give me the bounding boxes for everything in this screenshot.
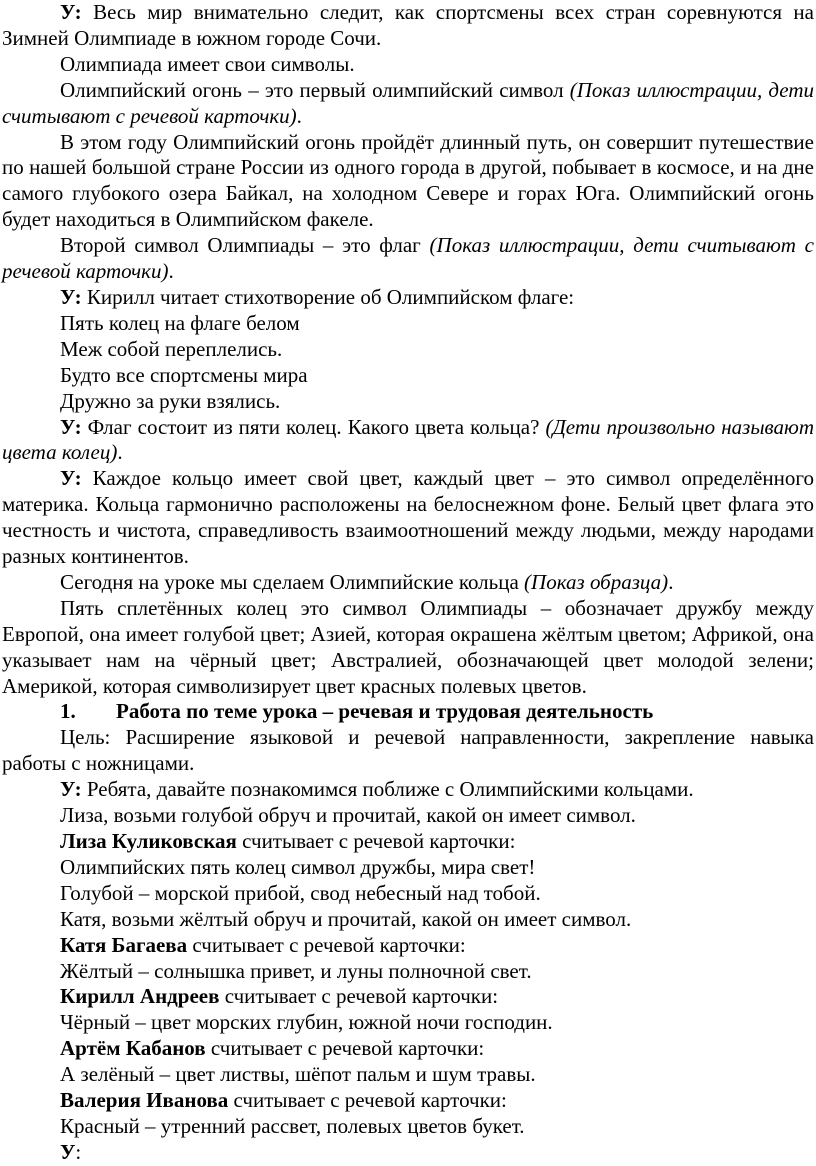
paragraph-text: считывает с речевой карточки: <box>205 1036 485 1061</box>
stage-note: (Дети произвольно называют цвета колец) <box>2 414 814 465</box>
paragraph-rings-meaning <box>2 466 814 570</box>
paragraph-liza-task <box>2 803 814 829</box>
paragraph-katya-reads <box>2 933 814 959</box>
poem-line: Дружно за руки взялись. <box>60 388 281 413</box>
speaker-label: У <box>60 1139 76 1164</box>
paragraph-katya-task <box>2 907 814 933</box>
paragraph-text: Олимпийский огонь – это первый олимпийский символ <box>60 77 570 102</box>
paragraph-text: Ребята, давайте познакомимся поближе с Олимпийскими кольцами. <box>81 777 694 802</box>
heading-number: 1. <box>60 699 76 724</box>
paragraph-fire <box>2 78 814 130</box>
paragraph-text: В этом году Олимпийский огонь пройдёт длинный путь, он совершит путешествие по нашей большой стране России из одного города в другой, побывает в космосе, и на дне самого глубокого озера Байкал, на холодном Севере и горах Юга. Олимпийский огонь будет находиться в Олимпийском факеле. <box>2 129 814 232</box>
stage-note: (Показ иллюстрации, дети считывают с речевой карточки) <box>2 233 814 284</box>
student-name: Лиза Куликовская <box>60 829 237 853</box>
paragraph-text: Голубой – морской прибой, свод небесный над тобой. <box>60 880 541 905</box>
paragraph-rings-question <box>2 415 814 467</box>
card-line <box>2 881 814 907</box>
paragraph-end: . <box>117 440 123 465</box>
paragraph-text: Флаг состоит из пяти колец. Какого цвета кольца? <box>81 414 546 439</box>
paragraph-intro <box>2 0 814 52</box>
card-line <box>2 1062 814 1088</box>
paragraph-text: Каждое кольцо имеет свой цвет, каждый цвет – это символ определённого материка. Кольца гармонично расположены на белоснежном фоне. Белый цвет флага это честность и чистота, справедливость взаимоотношений между людьми, между народами разных континентов. <box>2 466 814 569</box>
paragraph-end: . <box>168 259 174 284</box>
paragraph-text: Чёрный – цвет морских глубин, южной ночи господин. <box>60 1010 553 1035</box>
paragraph-text: А зелёный – цвет листвы, шёпот пальм и шум травы. <box>60 1062 536 1087</box>
paragraph-text: : <box>75 1139 82 1164</box>
card-line <box>2 959 814 985</box>
poem-line: Пять колец на флаге белом <box>60 310 300 335</box>
paragraph-text: Пять сплетённых колец это символ Олимпиады – обозначает дружбу между Европой, она имеет голубой цвет; Азией, которая окрашена жёлтым цветом; Африкой, она указывает нам на чёрный цвет; Австралией, обозначающей цвет молодой зелени; Америкой, которая символизирует цвет красных полевых цветов. <box>2 595 814 698</box>
paragraph-valeria-reads <box>2 1088 814 1114</box>
paragraph-artem-reads <box>2 1036 814 1062</box>
speaker-label: У: <box>60 0 82 24</box>
student-name: Артём Кабанов <box>60 1036 206 1061</box>
paragraph-text: считывает с речевой карточки: <box>236 829 516 853</box>
paragraph-text: Жёлтый – солнышка привет, и луны полночной свет. <box>60 958 532 983</box>
stage-note: (Показ иллюстрации, дети считывают с речевой карточки) <box>2 77 815 128</box>
paragraph-text: Олимпиада имеет свои символы. <box>60 51 355 76</box>
paragraph-text: Кирилл читает стихотворение об Олимпийском флаге: <box>81 284 575 309</box>
paragraph-flag <box>2 233 814 285</box>
student-name: Катя Багаева <box>60 932 188 957</box>
card-line <box>2 1010 814 1036</box>
speaker-label: У: <box>60 414 82 439</box>
paragraph-text: Красный – утренний рассвет, полевых цветов букет. <box>60 1113 525 1138</box>
paragraph-text: Сегодня на уроке мы сделаем Олимпийские кольца <box>60 569 525 594</box>
speaker-label: У: <box>60 284 82 309</box>
paragraph-text: считывает с речевой карточки: <box>228 1088 507 1113</box>
stage-note: (Показ образца) <box>524 569 669 594</box>
heading-text: Работа по теме урока – речевая и трудовая деятельность <box>116 699 654 724</box>
paragraph-text: Весь мир внимательно следит, как спортсмены всех стран соревнуются на Зимней Олимпиаде в южном городе Сочи. <box>2 0 814 50</box>
paragraph-liza-reads <box>2 829 814 855</box>
paragraph-text: Катя, возьми жёлтый обруч и прочитай, какой он имеет символ. <box>60 906 632 931</box>
paragraph-end: . <box>668 569 674 594</box>
card-line <box>2 1114 814 1140</box>
speaker-label: У: <box>60 466 82 491</box>
paragraph-meet-rings <box>2 777 814 803</box>
student-name: Кирилл Андреев <box>60 984 220 1009</box>
paragraph-text: Второй символ Олимпиады – это флаг <box>60 233 430 258</box>
paragraph-kirill-reads <box>2 984 814 1010</box>
student-name: Валерия Иванова <box>60 1088 229 1113</box>
speaker-label: У: <box>60 777 82 802</box>
paragraph-symbols <box>2 52 814 78</box>
paragraph-continents <box>2 596 814 700</box>
paragraph-kirill-poem-intro <box>2 285 814 311</box>
paragraph-teacher-final <box>2 1140 814 1166</box>
paragraph-text: Лиза, возьми голубой обруч и прочитай, какой он имеет символ. <box>60 803 636 828</box>
paragraph-end: . <box>296 103 302 128</box>
paragraph-fire-route <box>2 130 814 234</box>
paragraph-text: Олимпийских пять колец символ дружбы, мира свет! <box>60 854 536 879</box>
paragraph-lesson-task <box>2 570 814 596</box>
card-line <box>2 855 814 881</box>
section-heading <box>2 699 814 725</box>
paragraph-text: считывает с речевой карточки: <box>187 932 466 957</box>
paragraph-text: Цель: Расширение языковой и речевой направленности, закрепление навыка работы с ножницами. <box>2 725 814 776</box>
poem-line: Будто все спортсмены мира <box>60 362 308 387</box>
paragraph-text: считывает с речевой карточки: <box>219 984 499 1009</box>
poem-line: Меж собой переплелись. <box>60 336 283 361</box>
paragraph-goal <box>2 725 814 777</box>
